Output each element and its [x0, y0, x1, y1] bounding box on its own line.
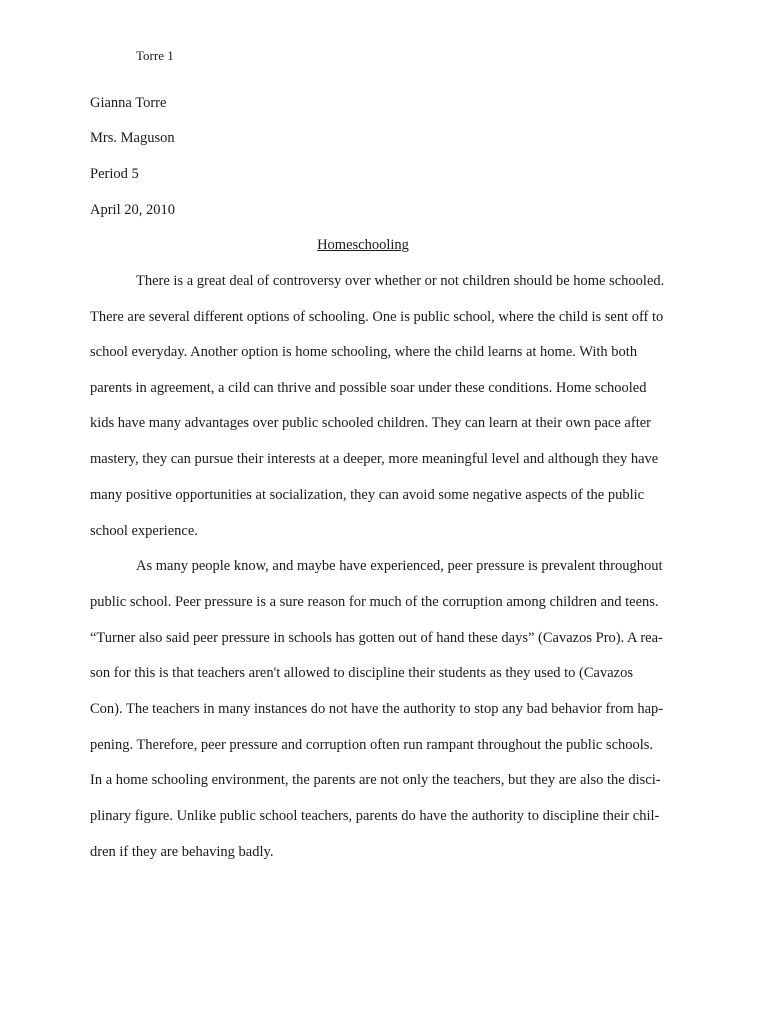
paragraph-1-line: kids have many advantages over public schooled children. They can learn at their own pace after — [90, 415, 651, 431]
paragraph-1-line: mastery, they can pursue their interests at a deeper, more meaningful level and although they have — [90, 451, 659, 467]
paragraph-2-line: son for this is that teachers aren't allowed to discipline their students as they used to (Cavazos — [90, 665, 634, 681]
paragraph-2-line: public school. Peer pressure is a sure reason for much of the corruption among children and teens. — [90, 594, 659, 610]
running-head: Torre 1 — [136, 48, 174, 63]
class-period: Period 5 — [90, 166, 139, 182]
document-date: April 20, 2010 — [90, 202, 175, 218]
paragraph-1-line: school experience. — [90, 523, 198, 539]
paragraph-2-line: dren if they are behaving badly. — [90, 844, 274, 860]
paragraph-2-line: In a home schooling environment, the parents are not only the teachers, but they are also the disci- — [90, 772, 661, 788]
author-name: Gianna Torre — [90, 95, 167, 111]
paragraph-2-line: “Turner also said peer pressure in schools has gotten out of hand these days” (Cavazos Pro). A rea- — [90, 630, 663, 646]
paragraph-1-line: There are several different options of schooling. One is public school, where the child is sent off to — [90, 309, 664, 325]
essay-title: Homeschooling — [317, 237, 409, 253]
paragraph-2-line: As many people know, and maybe have experienced, peer pressure is prevalent throughout — [136, 558, 663, 574]
paragraph-1-line: There is a great deal of controversy over whether or not children should be home schooled. — [136, 273, 665, 289]
paragraph-2-line: plinary figure. Unlike public school teachers, parents do have the authority to discipline their chil- — [90, 808, 660, 824]
paragraph-2-line: Con). The teachers in many instances do not have the authority to stop any bad behavior from hap- — [90, 701, 664, 717]
paragraph-2-line: pening. Therefore, peer pressure and corruption often run rampant throughout the public schools. — [90, 737, 654, 753]
paragraph-1-line: many positive opportunities at socialization, they can avoid some negative aspects of the public — [90, 487, 645, 503]
paragraph-1-line: school everyday. Another option is home schooling, where the child learns at home. With both — [90, 344, 638, 360]
teacher-name: Mrs. Maguson — [90, 130, 175, 146]
paragraph-1-line: parents in agreement, a cild can thrive and possible soar under these conditions. Home schooled — [90, 380, 647, 396]
